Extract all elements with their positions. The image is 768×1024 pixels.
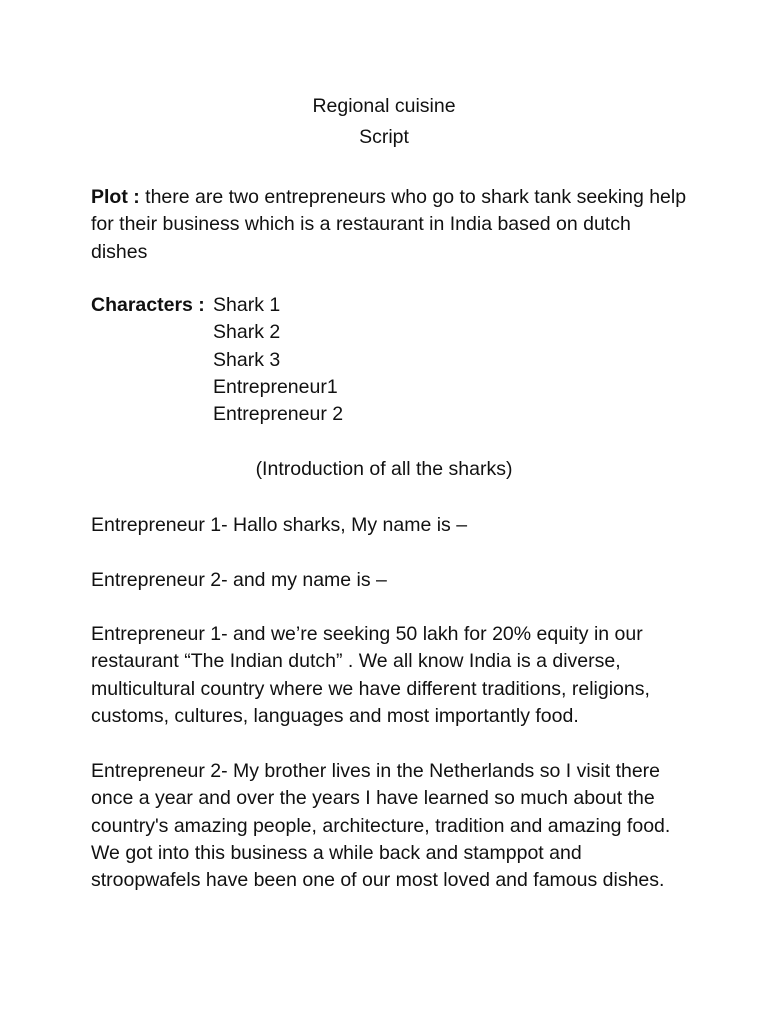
characters-list <box>213 292 343 428</box>
stage-direction: (Introduction of all the sharks) <box>255 458 513 480</box>
character-item: Entrepreneur1 <box>213 375 338 398</box>
plot-text: there are two entrepreneurs who go to shark tank seeking help for their business which is a restaurant in India based on dutch dishes <box>91 186 687 263</box>
character-item: Shark 1 <box>213 294 281 316</box>
title-block <box>0 91 768 153</box>
document-title: Regional cuisine <box>312 95 456 117</box>
plot-label: Plot : <box>91 186 140 208</box>
script-line: Entrepreneur 1- Hallo sharks, My name is – <box>91 514 468 536</box>
character-item: Shark 2 <box>213 321 281 344</box>
character-item: Shark 3 <box>213 348 281 371</box>
plot-paragraph <box>91 184 691 266</box>
document-subtitle: Script <box>359 126 409 148</box>
script-line: Entrepreneur 2- My brother lives in the Netherlands so I visit there once a year and over the years I have learned so much about the country's amazing people, architecture, tradition and amazing food. We got into this business a while back and stamppot and stroopwafels have been one of our most loved and famous dishes. <box>91 760 671 892</box>
script-line: Entrepreneur 2- and my name is – <box>91 569 387 591</box>
character-item: Entrepreneur 2 <box>213 403 344 426</box>
script-line: Entrepreneur 1- and we’re seeking 50 lakh for 20% equity in our restaurant “The Indian dutch” . We all know India is a diverse, multicultural country where we have different traditions, religions, customs, cultures, languages and most importantly food. <box>91 623 650 727</box>
characters-label: Characters : <box>91 294 205 316</box>
